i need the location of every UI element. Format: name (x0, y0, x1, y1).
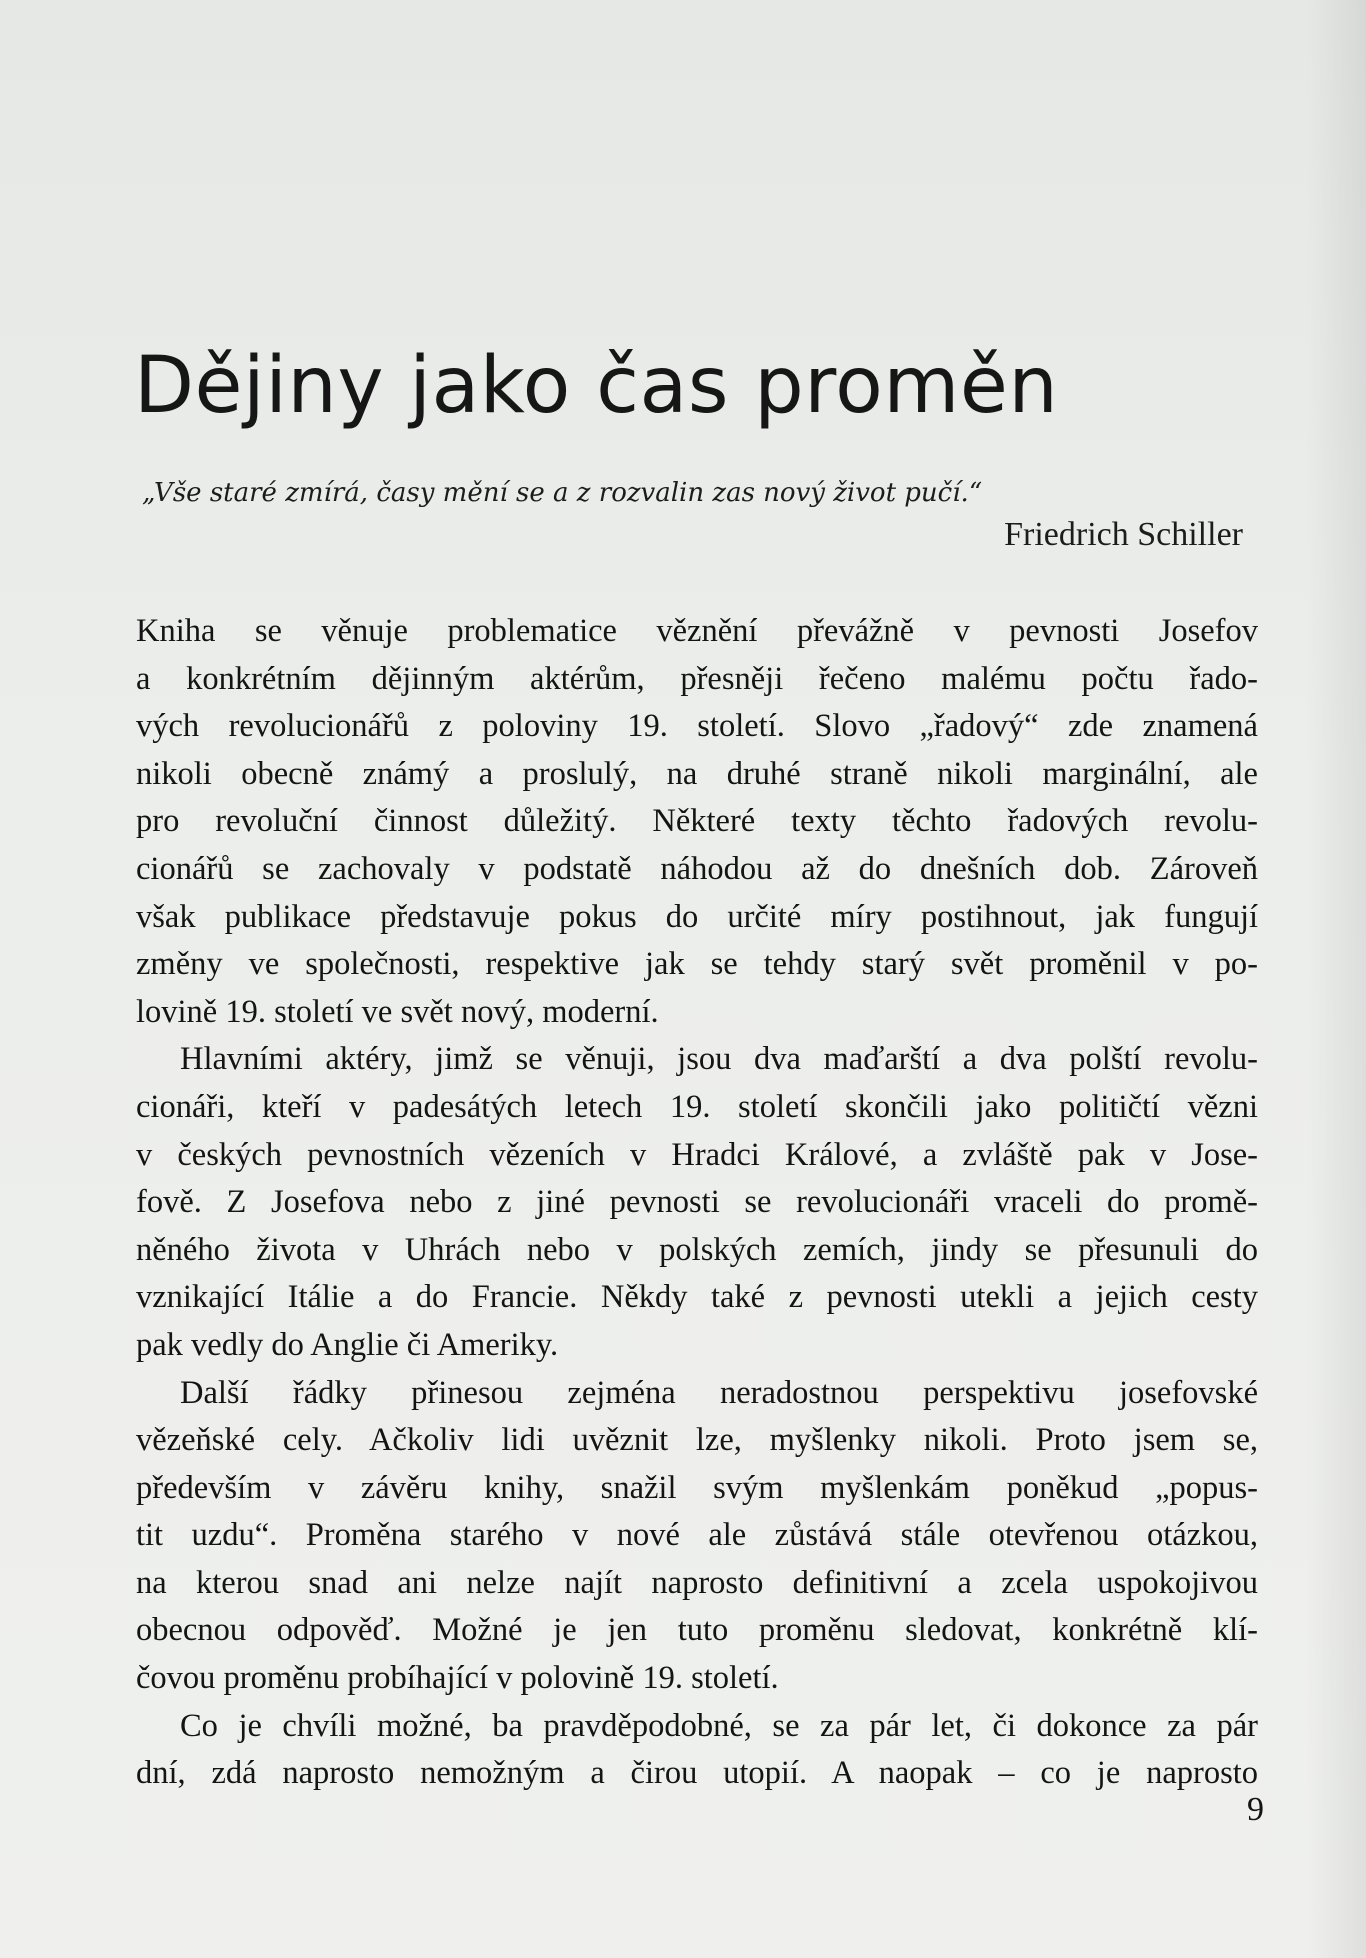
epigraph-author: Friedrich Schiller (1004, 516, 1243, 553)
chapter-title: Dějiny jako čas proměn (134, 341, 1059, 431)
text-line: cionářů se zachovaly v podstatě náhodou až do dnešních dob. Zároveň (136, 850, 1258, 887)
text-line: na kterou snad ani nelze najít naprosto definitivní a zcela uspokojivou (136, 1564, 1258, 1601)
text-line: vězeňské cely. Ačkoliv lidi uvěznit lze, myšlenky nikoli. Proto jsem se, (136, 1422, 1258, 1459)
body-text (136, 608, 1258, 1798)
epigraph-quote: „Vše staré zmírá, časy mění se a z rozvalin zas nový život pučí.“ (142, 478, 983, 508)
text-line: v českých pevnostních vězeních v Hradci Králové, a zvláště pak v Jose- (136, 1136, 1258, 1173)
text-line: však publikace představuje pokus do určité míry postihnout, jak fungují (136, 898, 1258, 935)
text-line: lovině 19. století ve svět nový, moderní. (136, 993, 659, 1030)
paragraph-1 (136, 608, 1258, 1036)
text-line: Hlavními aktéry, jimž se věnuji, jsou dva maďarští a dva polští revolu- (180, 1041, 1258, 1078)
text-line: Kniha se věnuje problematice věznění převážně v pevnosti Josefov (136, 613, 1258, 649)
page-number: 9 (1247, 1791, 1264, 1828)
text-line: čovou proměnu probíhající v polovině 19. století. (136, 1660, 779, 1697)
text-line: cionáři, kteří v padesátých letech 19. století skončili jako političtí vězni (136, 1088, 1258, 1125)
text-line: především v závěru knihy, snažil svým myšlenkám poněkud „popus- (136, 1469, 1258, 1506)
text-line: vých revolucionářů z poloviny 19. století. Slovo „řadový“ zde znamená (136, 708, 1258, 745)
paragraph-4 (136, 1703, 1258, 1798)
text-line: Co je chvíli možné, ba pravděpodobné, se za pár let, či dokonce za pár (180, 1707, 1258, 1744)
paragraph-3 (136, 1370, 1258, 1703)
text-line: něného života v Uhrách nebo v polských zemích, jindy se přesunuli do (136, 1231, 1258, 1268)
text-line: změny ve společnosti, respektive jak se tehdy starý svět proměnil v po- (136, 946, 1258, 983)
text-line: vznikající Itálie a do Francie. Někdy také z pevnosti utekli a jejich cesty (136, 1279, 1258, 1316)
paragraph-2 (136, 1036, 1258, 1369)
text-line: a konkrétním dějinným aktérům, přesněji řečeno malému počtu řado- (136, 660, 1258, 697)
text-line: pro revoluční činnost důležitý. Některé texty těchto řadových revolu- (136, 803, 1258, 840)
text-line: pak vedly do Anglie či Ameriky. (136, 1326, 559, 1363)
text-line: Další řádky přinesou zejména neradostnou perspektivu josefovské (180, 1374, 1258, 1411)
text-line: nikoli obecně známý a proslulý, na druhé straně nikoli marginální, ale (136, 755, 1258, 792)
text-line: tit uzdu“. Proměna starého v nové ale zůstává stále otevřenou otázkou, (136, 1517, 1258, 1554)
text-line: fově. Z Josefova nebo z jiné pevnosti se revolucionáři vraceli do promě- (136, 1184, 1258, 1221)
text-line: dní, zdá naprosto nemožným a čirou utopií. A naopak – co je naprosto (136, 1755, 1258, 1792)
text-line: obecnou odpověď. Možné je jen tuto proměnu sledovat, konkrétně klí- (136, 1612, 1258, 1649)
